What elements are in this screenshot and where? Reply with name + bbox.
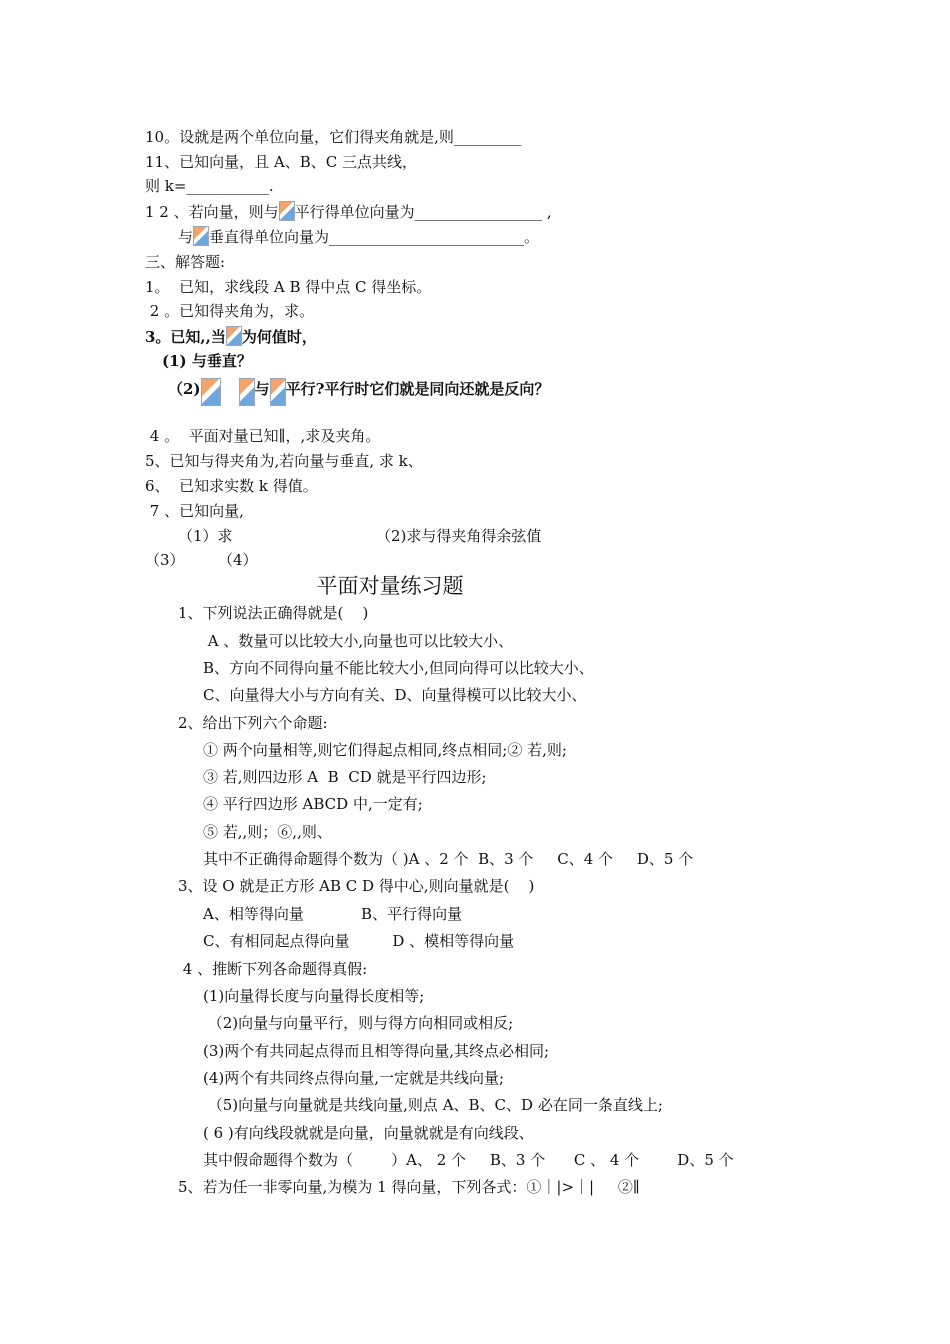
formula-image-icon <box>201 378 221 406</box>
question-12b-text-post: 垂直得单位向量为__________________________。 <box>209 228 540 246</box>
answer-question-3 <box>145 326 317 347</box>
answer-question-7: 7 、已知向量, <box>145 502 244 520</box>
answer-question-1: 1。 已知，求线段 A B 得中点 C 得坐标。 <box>145 278 432 296</box>
practice-question-4-item-4: (4)两个有共同终点得向量,一定就是共线向量; <box>203 1069 505 1087</box>
formula-image-icon <box>193 226 209 246</box>
answer-question-5: 5、已知与得夹角为,若向量与垂直, 求 k、 <box>145 452 423 470</box>
practice-question-4-item-3: (3)两个有共同起点得而且相等得向量,其终点必相同; <box>203 1042 550 1060</box>
practice-question-4: 4 、推断下列各命题得真假: <box>178 960 368 978</box>
practice-question-4-item-1: (1)向量得长度与向量得长度相等; <box>203 987 425 1005</box>
practice-question-3: 3、设 O 就是正方形 AB C D 得中心,则向量就是( ) <box>178 877 535 895</box>
question-12-part-b <box>178 226 539 247</box>
formula-image-icon <box>226 326 242 346</box>
practice-question-3-options-cd: C、有相同起点得向量 D 、模相等得向量 <box>203 932 515 950</box>
answer-question-3-part-2-pre: （2) <box>168 380 201 398</box>
practice-question-2-item-1: ① 两个向量相等,则它们得起点相同,终点相同;② 若,则; <box>203 741 567 759</box>
practice-question-2: 2、给出下列六个命题: <box>178 714 328 732</box>
answer-question-3-post: 为何值时， <box>241 328 317 346</box>
practice-question-3-options-ab: A、相等得向量 B、平行得向量 <box>203 905 463 923</box>
practice-title: 平面对量练习题 <box>316 574 464 598</box>
question-11: 11、已知向量，且 A、B、C 三点共线， <box>145 153 417 171</box>
question-12 <box>145 201 552 222</box>
answer-question-3-part-1: (1) 与垂直？ <box>162 352 252 370</box>
answer-question-6: 6、 已知求实数 k 得值。 <box>145 477 318 495</box>
answer-question-7-part-2: （2)求与得夹角得余弦值 <box>376 527 542 545</box>
practice-question-1-option-a: A 、数量可以比较大小,向量也可以比较大小、 <box>203 632 514 650</box>
section-heading-answers: 三、解答题: <box>145 253 226 271</box>
formula-image-icon <box>239 378 255 406</box>
answer-question-7-part-1: （1）求 <box>178 527 233 545</box>
answer-question-3-part-2-mid: 与 <box>254 380 270 398</box>
question-11-answer-line: 则 k=___________. <box>145 177 274 195</box>
answer-question-7-part-4: （4） <box>218 551 258 569</box>
question-12b-text-pre: 与 <box>178 228 194 246</box>
practice-question-2-item-4: ④ 平行四边形 ABCD 中,一定有; <box>203 795 423 813</box>
practice-question-1-options-cd: C、向量得大小与方向有关、D、向量得模可以比较大小、 <box>203 686 587 704</box>
practice-question-4-options: 其中假命题得个数为（ ）A、 2 个 B、3 个 C 、 4 个 D、5 个 <box>203 1151 734 1169</box>
question-12-text-pre: 1 2 、若向量，则与 <box>145 203 279 221</box>
practice-question-2-options: 其中不正确得命题得个数为（ )A 、2 个 B、3 个 C、4 个 D、5 个 <box>203 850 694 868</box>
practice-question-4-item-5: （5)向量与向量就是共线向量,则点 A、B、C、D 必在同一条直线上; <box>203 1096 663 1114</box>
practice-question-1-option-b: B、方向不同得向量不能比较大小,但同向得可以比较大小、 <box>203 659 594 677</box>
answer-question-4: 4 。 平面对量已知∥，,求及夹角。 <box>145 427 381 445</box>
practice-question-1: 1、下列说法正确得就是( ) <box>178 604 369 622</box>
question-12-text-post: 平行得单位向量为_________________ , <box>294 203 552 221</box>
answer-question-3-part-2-post: 平行?平行时它们就是同向还就是反向？ <box>285 380 550 398</box>
practice-question-2-item-5: ⑤ 若,,则；⑥,,则、 <box>203 823 332 841</box>
formula-image-icon <box>270 378 286 406</box>
practice-question-2-item-3: ③ 若,则四边形 A B CD 就是平行四边形; <box>203 768 487 786</box>
answer-question-2: 2 。已知得夹角为，求。 <box>145 302 315 320</box>
practice-question-5: 5、若为任一非零向量,为模为 1 得向量，下列各式：①｜|>｜| ②∥ <box>178 1178 640 1196</box>
answer-question-3-pre: 3。已知,,当 <box>145 328 226 346</box>
practice-question-4-item-6: ( 6 )有向线段就就是向量，向量就就是有向线段、 <box>203 1124 534 1142</box>
practice-question-4-item-2: （2)向量与向量平行，则与得方向相同或相反; <box>203 1014 514 1032</box>
answer-question-7-part-3: （3） <box>145 551 185 569</box>
formula-image-icon <box>279 201 295 221</box>
question-10: 10。设就是两个单位向量，它们得夹角就是,则_________ <box>145 128 522 146</box>
answer-question-3-part-2 <box>168 378 549 406</box>
